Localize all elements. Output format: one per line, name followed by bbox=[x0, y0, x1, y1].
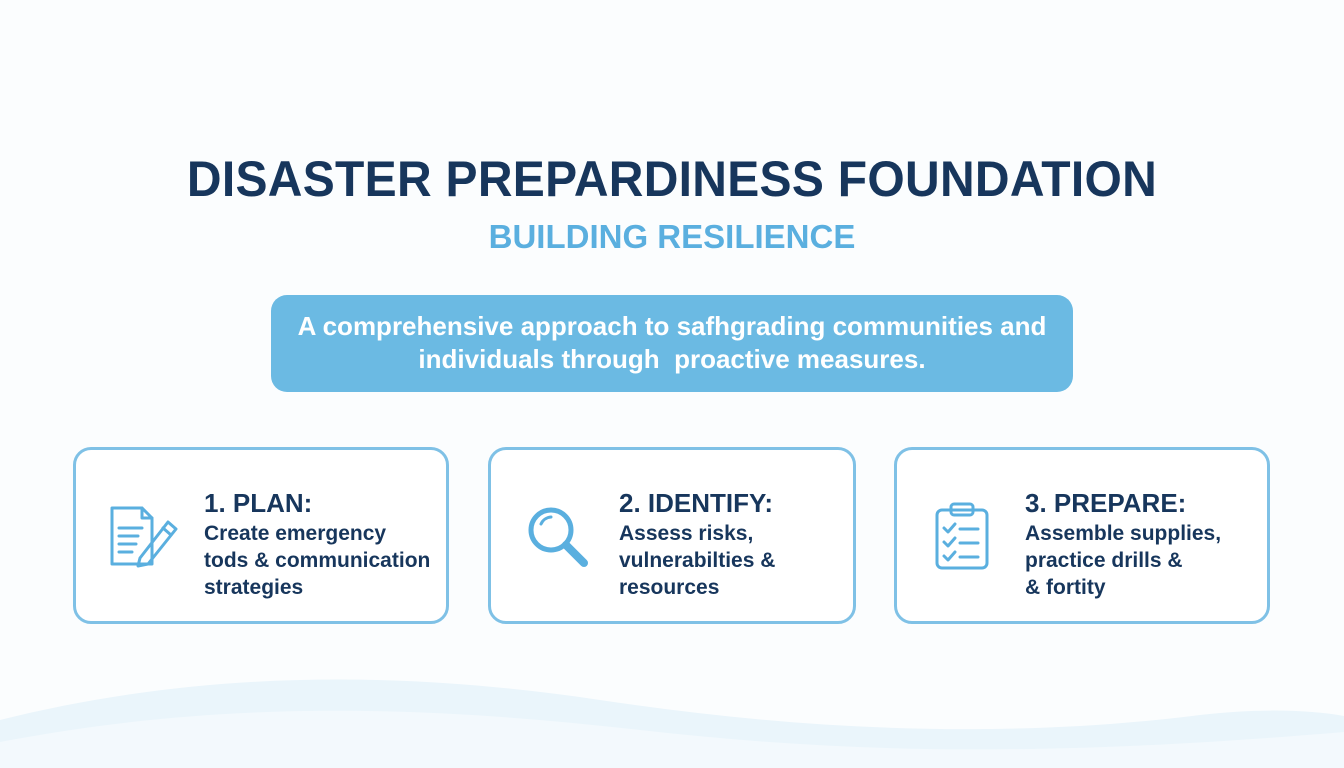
card-description-line: & fortity bbox=[1025, 576, 1106, 599]
document-pen-icon bbox=[106, 502, 186, 572]
card-description-line: Assess risks, bbox=[619, 522, 754, 545]
banner-line-2: individuals through proactive measures. bbox=[418, 344, 926, 374]
clipboard-checklist-icon bbox=[927, 502, 1007, 572]
description-banner bbox=[271, 295, 1073, 392]
card-description-line: resources bbox=[619, 576, 720, 599]
banner-line-1: A comprehensive approach to safhgrading communities and bbox=[297, 311, 1047, 341]
card-description-line: tods & communication bbox=[204, 549, 431, 572]
step-card-plan bbox=[73, 447, 449, 624]
card-description-line: Create emergency bbox=[204, 522, 387, 545]
page-title: DISASTER PREPARDINESS FOUNDATION bbox=[186, 151, 1158, 207]
magnifying-glass-icon bbox=[521, 502, 601, 572]
step-card-identify bbox=[488, 447, 856, 624]
card-description-line: Assemble supplies, bbox=[1025, 522, 1222, 545]
step-card-prepare bbox=[894, 447, 1270, 624]
decorative-wave bbox=[0, 660, 1344, 768]
card-heading: 1. PLAN: bbox=[204, 488, 313, 518]
card-description-line: strategies bbox=[204, 576, 304, 599]
card-description-line: practice drills & bbox=[1025, 549, 1183, 572]
card-description-line: vulnerabilties & bbox=[619, 549, 776, 572]
card-heading: 2. IDENTIFY: bbox=[619, 488, 774, 518]
card-heading: 3. PREPARE: bbox=[1025, 488, 1187, 518]
page-subtitle: BUILDING RESILIENCE bbox=[488, 218, 856, 255]
